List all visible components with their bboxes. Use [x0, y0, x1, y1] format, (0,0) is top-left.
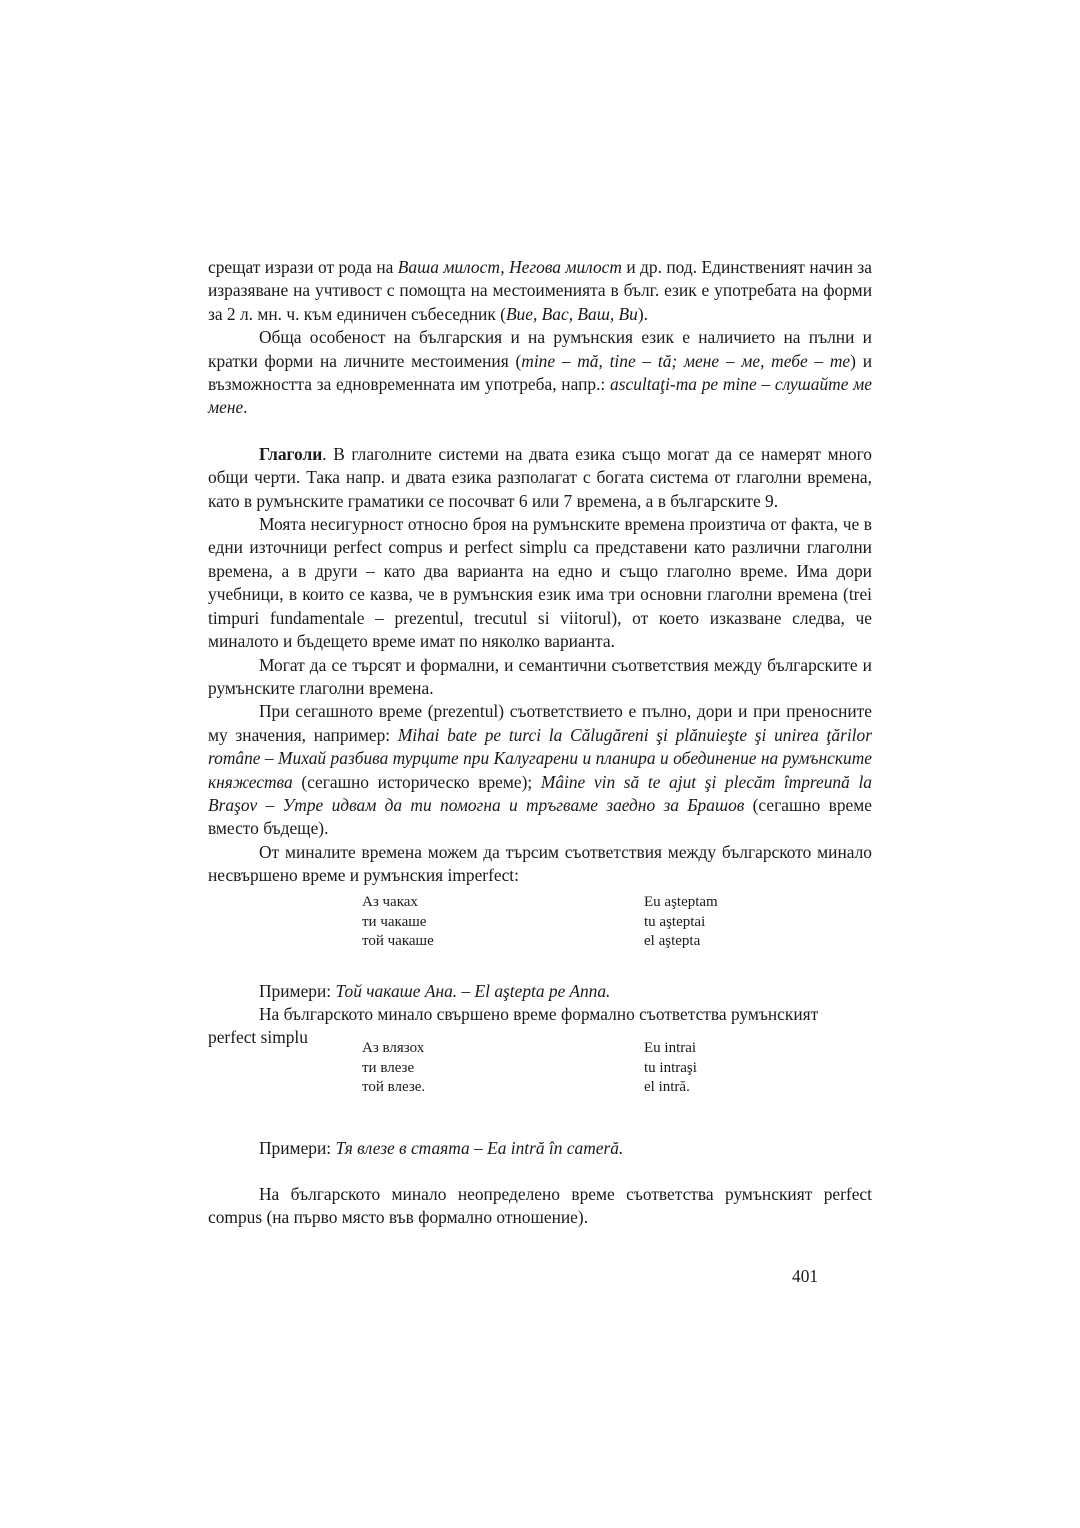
- example-aorist: Примери: Тя влезе в стаята – Ea intră în cameră.: [259, 1138, 624, 1158]
- closing-text: [208, 1183, 872, 1230]
- table-row: tu intraşi: [644, 1059, 697, 1076]
- paragraph-aorist-cont: perfect simplu: [208, 1027, 308, 1047]
- page-number: 401: [792, 1266, 819, 1286]
- main-text: [208, 256, 872, 888]
- table-row: tu aşteptai: [644, 913, 706, 930]
- table-row: той чакаше: [362, 933, 434, 949]
- simplu-table-bg: [362, 1039, 425, 1098]
- paragraph-pronouns-politeness: срещат изрази от рода на Ваша милост, Негова милост и др. под. Единственият начин за изразяване на учтивост с помощта на местоименията в бълг. език е употребата на форми за 2 л. мн. ч. към единичен събеседник (Вие, Вас, Ваш, Ви).: [208, 257, 873, 324]
- paragraph-correspondences: Могат да се търсят и формални, и семантични съответствия между българските и румънските глаголни времена.: [208, 654, 872, 698]
- paragraph-tense-count: Моята несигурност относно броя на румънските времена произтича от факта, че в едни източници perfect compus и perfect simplu са представени като различни глаголни времена, а в други – като два варианта на едно и също глаголно време. Има дори учебници, в които се казва, че в румънския език има три основни глаголни времена (trei timpuri fundamentale – prezentul, trecutul si viitorul), от което изказване следва, че миналото и бъдещето време имат по няколко варианта.: [208, 514, 872, 652]
- paragraph-perfect-compus: На българското минало неопределено време съответства румънският perfect compus (на първо място във формално отношение).: [208, 1184, 872, 1228]
- paragraph-verbs: Глаголи. В глаголните системи на двата езика също могат да се намерят много общи черти. Така напр. и двата езика разполагат с богата система от глаголни времена, като в румънските граматики се посочват 6 или 7 времена, а в българските 9.: [208, 443, 872, 511]
- paragraph-past-tenses: От миналите времена можем да търсим съответствия между българското минало несвършено време и румънския imperfect:: [208, 841, 872, 886]
- imperfect-table-bg: [362, 893, 434, 952]
- table-row: Eu aşteptam: [644, 894, 718, 910]
- simplu-table-ro: [644, 1039, 697, 1098]
- table-row: той влезе.: [362, 1079, 426, 1095]
- table-row: el intră.: [644, 1079, 690, 1095]
- paragraph-present-tense: При сегашното време (prezentul) съответствието е пълно, дори и при преносните му значения, например: Mihai bate pe turci la Călugăreni şi plănuieşte şi unirea ţărilor române – Михай разбива турците при Калугарени и планира и обединение на румънските княжества (сегашно историческо време); Mâine vin să te ajut şi plecăm împreună la Braşov – Утре идвам да ти помогна и тръгваме заедно за Брашов (сегашно време вместо бъдеще).: [208, 701, 872, 839]
- section-heading-verbs: Глаголи: [259, 443, 323, 464]
- table-row: Аз влязох: [362, 1040, 425, 1056]
- table-row: Eu intrai: [644, 1040, 697, 1056]
- table-row: Аз чаках: [362, 894, 418, 910]
- table-row: ти влезе: [362, 1059, 415, 1076]
- example-imperfect: Примери: Той чакаше Ана. – El aştepta pe Anna.: [259, 981, 611, 1001]
- table-row: ти чакаше: [362, 913, 427, 930]
- paragraph-pronoun-forms: Обща особеност на българския и на румънския език е наличието на пълни и кратки форми на личните местоимения (mine – mă, tine – tă; мене – ме, тебе – те) и възможността за едновременната им употреба, напр.: ascultaţi-ma pe mine – слушайте ме мене.: [208, 327, 872, 418]
- imperfect-table-ro: [644, 893, 718, 952]
- paragraph-gap: [208, 420, 872, 443]
- paragraph-aorist: На българското минало свършено време формално съответства румънският: [259, 1004, 819, 1024]
- table-row: el aştepta: [644, 933, 701, 949]
